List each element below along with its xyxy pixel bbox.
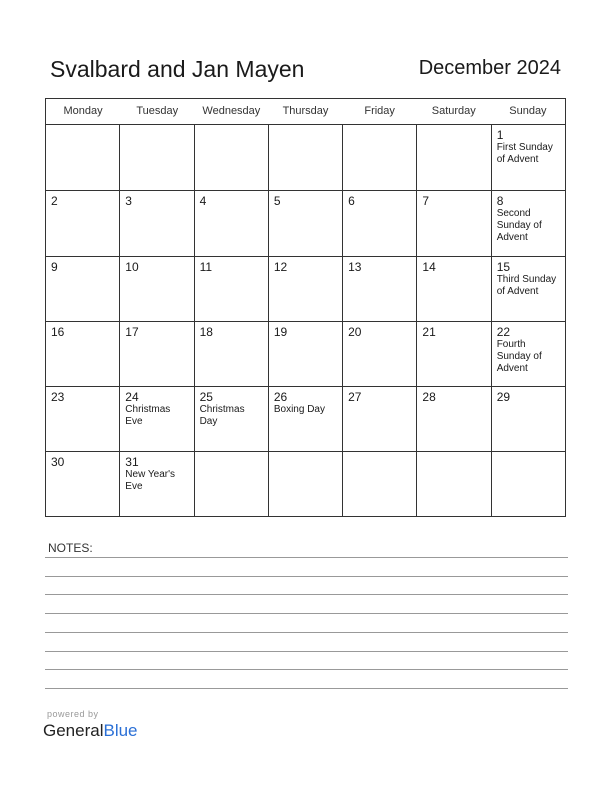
day-number: 5	[273, 194, 281, 209]
notes-line	[45, 576, 568, 577]
calendar-month-title: December 2024	[418, 57, 561, 79]
notes-line	[45, 688, 568, 689]
day-cell	[342, 257, 416, 321]
day-number: 19	[273, 324, 288, 339]
day-number: 13	[348, 259, 362, 274]
day-number: 23	[51, 390, 65, 405]
day-number: 29	[496, 390, 511, 405]
day-cell	[416, 191, 490, 255]
day-cell	[268, 257, 342, 321]
weekday-monday: Monday	[63, 105, 103, 117]
notes-line	[45, 651, 568, 652]
week-row	[46, 256, 565, 321]
day-cell	[491, 257, 565, 321]
day-number: 24	[125, 390, 139, 405]
day-cell	[342, 191, 416, 255]
day-cell	[46, 125, 119, 190]
generalblue-logo	[43, 721, 138, 741]
day-cell	[46, 322, 119, 386]
day-number: 22	[496, 324, 511, 339]
day-number: 15	[496, 259, 511, 274]
day-cell	[46, 191, 119, 255]
day-cell	[194, 125, 268, 190]
weekday-friday: Friday	[364, 105, 395, 117]
day-cell	[416, 125, 490, 190]
notes-line	[45, 594, 568, 595]
day-number: 20	[348, 324, 362, 339]
day-cell	[416, 257, 490, 321]
notes-line	[45, 632, 568, 633]
day-number: 7	[422, 194, 430, 209]
week-row	[46, 321, 565, 386]
holiday-label: Christmas Day	[199, 404, 245, 428]
calendar-country-title: Svalbard and Jan Mayen	[50, 56, 305, 82]
day-cell	[342, 125, 416, 190]
day-cell	[194, 452, 268, 516]
day-cell	[268, 125, 342, 190]
weekday-header	[46, 99, 565, 125]
day-cell	[342, 322, 416, 386]
day-number: 28	[422, 390, 436, 405]
day-number: 9	[51, 259, 58, 274]
week-row	[46, 190, 565, 255]
week-row	[46, 386, 565, 451]
day-cell	[46, 257, 119, 321]
day-cell	[119, 322, 193, 386]
calendar-grid	[45, 98, 566, 517]
notes-line	[45, 557, 568, 558]
day-number: 18	[199, 324, 213, 339]
day-cell	[194, 257, 268, 321]
week-row	[46, 451, 565, 516]
day-cell	[194, 322, 268, 386]
weekday-tuesday: Tuesday	[136, 105, 179, 117]
day-number: 14	[422, 259, 436, 274]
day-number: 31	[125, 455, 139, 470]
day-cell	[491, 322, 565, 386]
weekday-thursday: Thursday	[282, 105, 329, 117]
notes-line	[45, 669, 568, 670]
day-cell	[268, 387, 342, 451]
holiday-label: Boxing Day	[273, 404, 325, 416]
day-cell	[46, 387, 119, 451]
day-number: 26	[273, 390, 288, 405]
day-cell	[491, 452, 565, 516]
calendar-weeks	[46, 125, 565, 517]
day-number: 17	[125, 324, 139, 339]
holiday-label: Christmas Eve	[125, 404, 171, 428]
day-number: 2	[51, 194, 58, 209]
notes-label: NOTES:	[48, 541, 93, 555]
weekday-saturday: Saturday	[431, 105, 476, 117]
week-row	[46, 125, 565, 190]
day-cell	[416, 387, 490, 451]
day-cell	[268, 452, 342, 516]
day-cell	[194, 191, 268, 255]
day-cell	[119, 125, 193, 190]
day-number: 25	[199, 390, 213, 405]
day-cell	[416, 452, 490, 516]
holiday-label: New Year's Eve	[125, 469, 175, 493]
day-cell	[194, 387, 268, 451]
holiday-label: Fourth Sunday of Advent	[496, 338, 542, 374]
weekday-wednesday: Wednesday	[202, 105, 261, 117]
day-number: 27	[348, 390, 362, 405]
holiday-label: Third Sunday of Advent	[496, 273, 557, 297]
day-number: 21	[422, 324, 436, 339]
day-number: 11	[199, 259, 213, 274]
day-cell	[342, 452, 416, 516]
day-number: 1	[496, 128, 504, 142]
brand-blue: Blue	[103, 721, 138, 740]
day-cell	[491, 191, 565, 255]
powered-by-text: powered by	[47, 709, 99, 719]
day-cell	[491, 125, 565, 190]
day-cell	[268, 322, 342, 386]
day-number: 8	[496, 194, 504, 209]
day-cell	[119, 257, 193, 321]
holiday-label: Second Sunday of Advent	[496, 208, 542, 244]
day-number: 16	[51, 324, 65, 339]
day-cell	[342, 387, 416, 451]
day-cell	[119, 387, 193, 451]
day-cell	[416, 322, 490, 386]
day-cell	[491, 387, 565, 451]
brand-general: General	[43, 721, 104, 740]
day-cell	[119, 452, 193, 516]
day-number: 30	[51, 455, 65, 470]
weekday-sunday: Sunday	[509, 105, 547, 117]
day-number: 4	[199, 194, 207, 209]
day-number: 3	[125, 194, 132, 209]
day-number: 12	[273, 259, 288, 274]
notes-line	[45, 613, 568, 614]
day-number: 6	[348, 194, 355, 209]
day-cell	[46, 452, 119, 516]
day-cell	[119, 191, 193, 255]
day-number: 10	[125, 259, 139, 274]
day-cell	[268, 191, 342, 255]
holiday-label: First Sunday of Advent	[496, 142, 553, 165]
